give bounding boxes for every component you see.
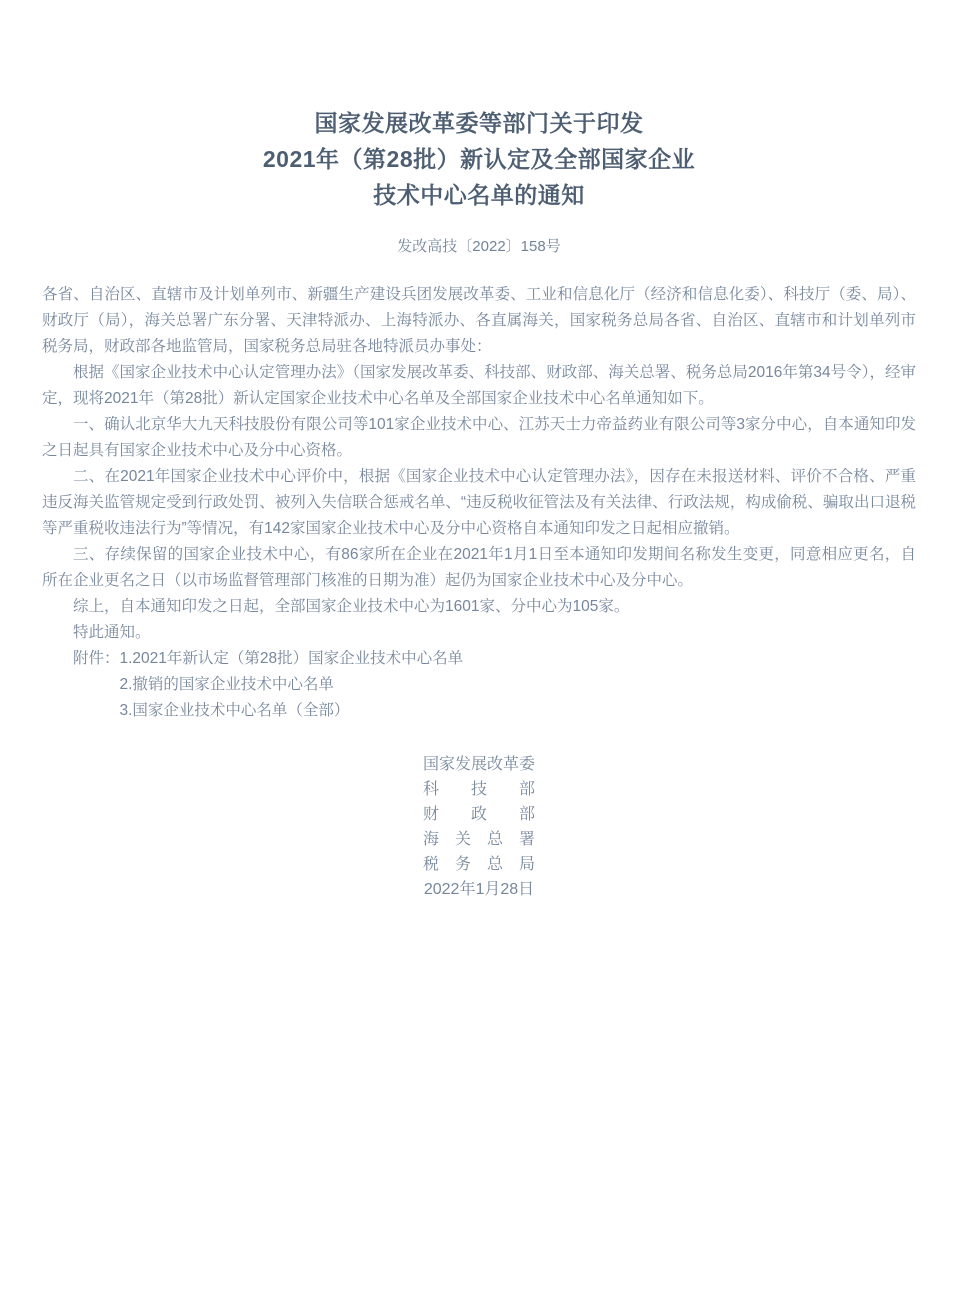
signature-block [42,752,916,902]
paragraph-basis: 根据《国家企业技术中心认定管理办法》（国家发展改革委、科技部、财政部、海关总署、税务总局2016年第34号令），经审定，现将2021年（第28批）新认定国家企业技术中心名单及全部国家企业技术中心名单通知如下。 [42,364,916,407]
signature-most: 科 技 部 [422,781,535,798]
paragraph-item-2: 二、在2021年国家企业技术中心评价中，根据《国家企业技术中心认定管理办法》，因存在未报送材料、评价不合格、严重违反海关监管规定受到行政处罚、被列入失信联合惩戒名单、“违反税收征管法及有关法律、行政法规，构成偷税、骗取出口退税等严重税收违法行为”等情况，有142家国家企业技术中心及分中心资格自本通知印发之日起相应撤销。 [42,468,916,537]
paragraph-summary: 综上，自本通知印发之日起，全部国家企业技术中心为1601家、分中心为105家。 [73,598,630,615]
signature-sta: 税 务 总 局 [422,856,535,873]
paragraph-item-1: 一、确认北京华大九天科技股份有限公司等101家企业技术中心、江苏天士力帝益药业有限公司等3家分中心，自本通知印发之日起具有国家企业技术中心及分中心资格。 [42,416,916,459]
document-number: 发改高技〔2022〕158号 [397,238,561,255]
paragraph-addressees: 各省、自治区、直辖市及计划单列市、新疆生产建设兵团发展改革委、工业和信息化厅（经济和信息化委）、科技厅（委、局）、财政厅（局），海关总署广东分署、天津特派办、上海特派办、各直属海关，国家税务总局各省、自治区、直辖市和计划单列市税务局，财政部各地监管局，国家税务总局驻各地特派员办事处： [42,286,916,355]
paragraph-closing: 特此通知。 [73,624,151,641]
title-line-1: 国家发展改革委等部门关于印发 [314,110,644,136]
signature-ndrc: 国家发展改革委 [422,756,535,773]
title-line-2: 2021年（第28批）新认定及全部国家企业 [262,146,696,172]
paragraph-item-3: 三、存续保留的国家企业技术中心，有86家所在企业在2021年1月1日至本通知印发期间名称发生变更，同意相应更名，自所在企业更名之日（以市场监督管理部门核准的日期为准）起仍为国家企业技术中心及分中心。 [42,546,916,589]
attachment-item-2: 2.撤销的国家企业技术中心名单 [119,676,334,693]
document-body [42,282,916,646]
signature-gacc: 海 关 总 署 [422,831,535,848]
attachment-item-3: 3.国家企业技术中心名单（全部） [119,702,350,719]
attachment-item-1: 附件：1.2021年新认定（第28批）国家企业技术中心名单 [73,650,464,667]
attachments-list [42,646,916,724]
signature-date: 2022年1月28日 [423,881,535,898]
signature-mof: 财 政 部 [422,806,535,823]
title-line-3: 技术中心名单的通知 [373,182,585,208]
document-title [42,105,916,213]
